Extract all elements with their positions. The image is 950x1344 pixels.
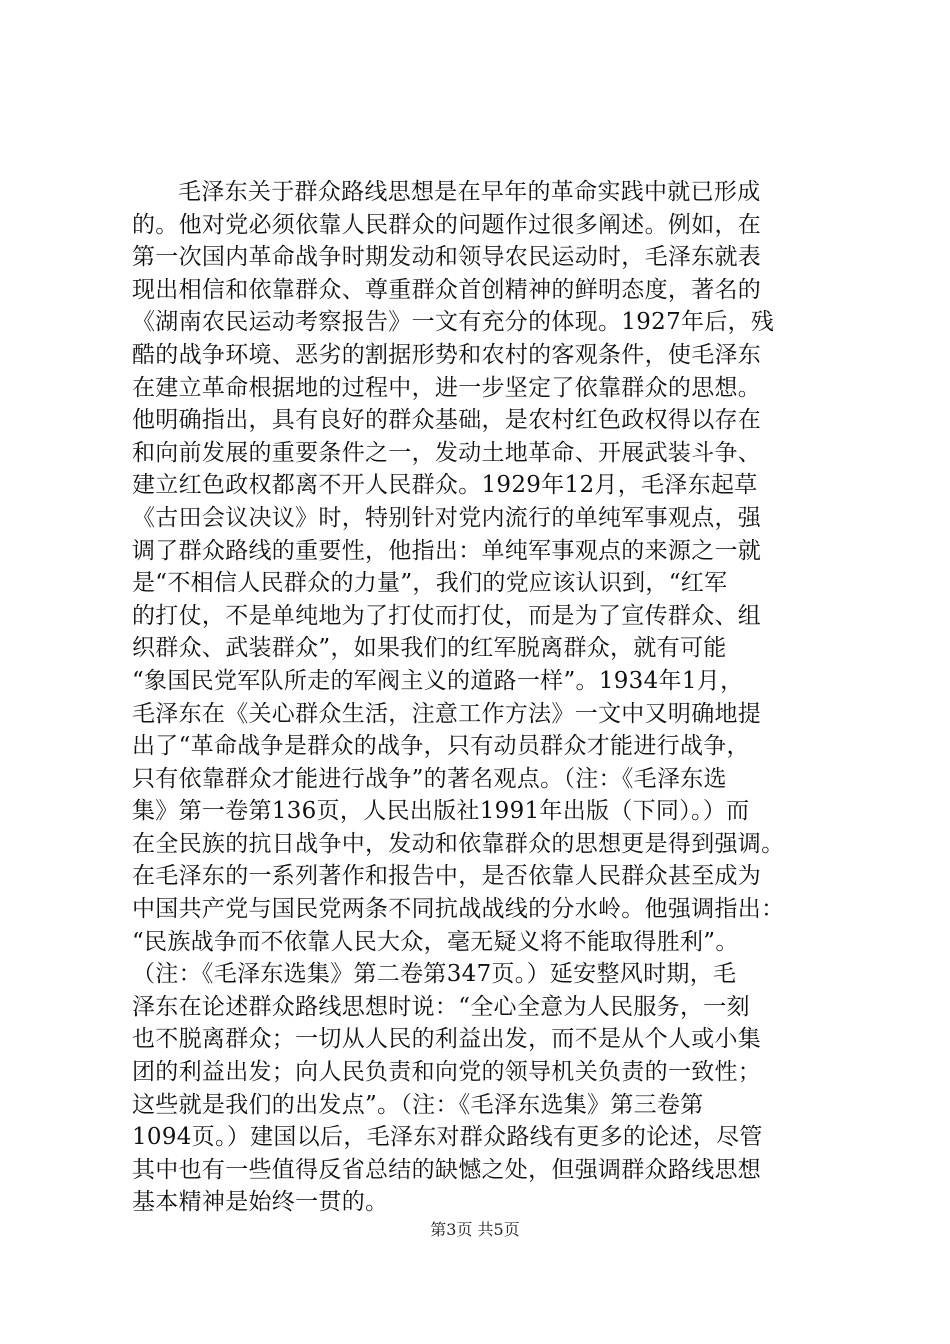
paragraph-line: “民族战争而不依靠人民大众，毫无疑义将不能取得胜利”。 (132, 928, 739, 955)
paragraph-line: 的打仗，不是单纯地为了打仗而打仗，而是为了宣传群众、组 (132, 602, 762, 629)
paragraph-line: 第一次国内革命战争时期发动和领导农民运动时，毛泽东就表 (132, 244, 762, 271)
paragraph-line: 在毛泽东的一系列著作和报告中，是否依靠人民群众甚至成为 (132, 863, 762, 890)
paragraph-line: 基本精神是始终一贯的。 (132, 1189, 389, 1216)
paragraph-line: 团的利益出发；向人民负责和向党的领导机关负责的一致性； (132, 1059, 762, 1086)
paragraph-line: 《古田会议决议》时，特别针对党内流行的单纯军事观点，强 (132, 504, 762, 531)
body-paragraph (132, 176, 832, 1219)
paragraph-line: 也不脱离群众；一切从人民的利益出发，而不是从个人或小集 (132, 1026, 762, 1053)
paragraph-line: 的。他对党必须依靠人民群众的问题作过很多阐述。例如，在 (132, 211, 762, 238)
page-number-footer: 第3页 共5页 (430, 1220, 520, 1239)
paragraph-line: 《湖南农民运动考察报告》一文有充分的体现。1927年后，残 (132, 309, 775, 336)
paragraph-line: 是“不相信人民群众的力量”，我们的党应该认识到，“红军 (132, 570, 728, 597)
paragraph-line: 和向前发展的重要条件之一，发动土地革命、开展武装斗争、 (132, 439, 762, 466)
paragraph-line: 毛泽东在《关心群众生活，注意工作方法》一文中又明确地提 (132, 700, 762, 727)
paragraph-line: 出了“革命战争是群众的战争，只有动员群众才能进行战争， (132, 733, 750, 760)
paragraph-line: 在建立革命根据地的过程中，进一步坚定了依靠群众的思想。 (132, 374, 762, 401)
paragraph-line: 在全民族的抗日战争中，发动和依靠群众的思想更是得到强调。 (132, 830, 785, 857)
paragraph-line: （注：《毛泽东选集》第二卷第347页。）延安整风时期，毛 (132, 961, 737, 988)
paragraph-line: 织群众、武装群众”，如果我们的红军脱离群众，就有可能 (132, 635, 727, 662)
paragraph-line: 1094页。）建国以后，毛泽东对群众路线有更多的论述，尽管 (132, 1124, 763, 1151)
paragraph-line: 中国共产党与国民党两条不同抗战战线的分水岭。他强调指出： (132, 896, 785, 923)
paragraph-line: 只有依靠群众才能进行战争”的著名观点。（注：《毛泽东选 (132, 765, 727, 792)
paragraph-line: 这些就是我们的出发点”。（注：《毛泽东选集》第三卷第 (132, 1091, 704, 1118)
paragraph-line: 其中也有一些值得反省总结的缺憾之处，但强调群众路线思想 (132, 1156, 762, 1183)
paragraph-line: 酷的战争环境、恶劣的割据形势和农村的客观条件，使毛泽东 (132, 341, 762, 368)
paragraph-line: 泽东在论述群众路线思想时说：“全心全意为人民服务，一刻 (132, 993, 750, 1020)
paragraph-line: 他明确指出，具有良好的群众基础，是农村红色政权得以存在 (132, 407, 762, 434)
paragraph-line: 毛泽东关于群众路线思想是在早年的革命实践中就已形成 (178, 179, 761, 205)
paragraph-line: 建立红色政权都离不开人民群众。1929年12月，毛泽东起草 (132, 472, 758, 499)
paragraph-line: “象国民党军队所走的军阀主义的道路一样”。1934年1月， (132, 667, 744, 694)
paragraph-line: 调了群众路线的重要性，他指出：单纯军事观点的来源之一就 (132, 537, 762, 564)
paragraph-line: 集》第一卷第136页，人民出版社1991年出版（下同）。）而 (132, 798, 750, 825)
paragraph-line: 现出相信和依靠群众、尊重群众首创精神的鲜明态度，著名的 (132, 276, 762, 303)
